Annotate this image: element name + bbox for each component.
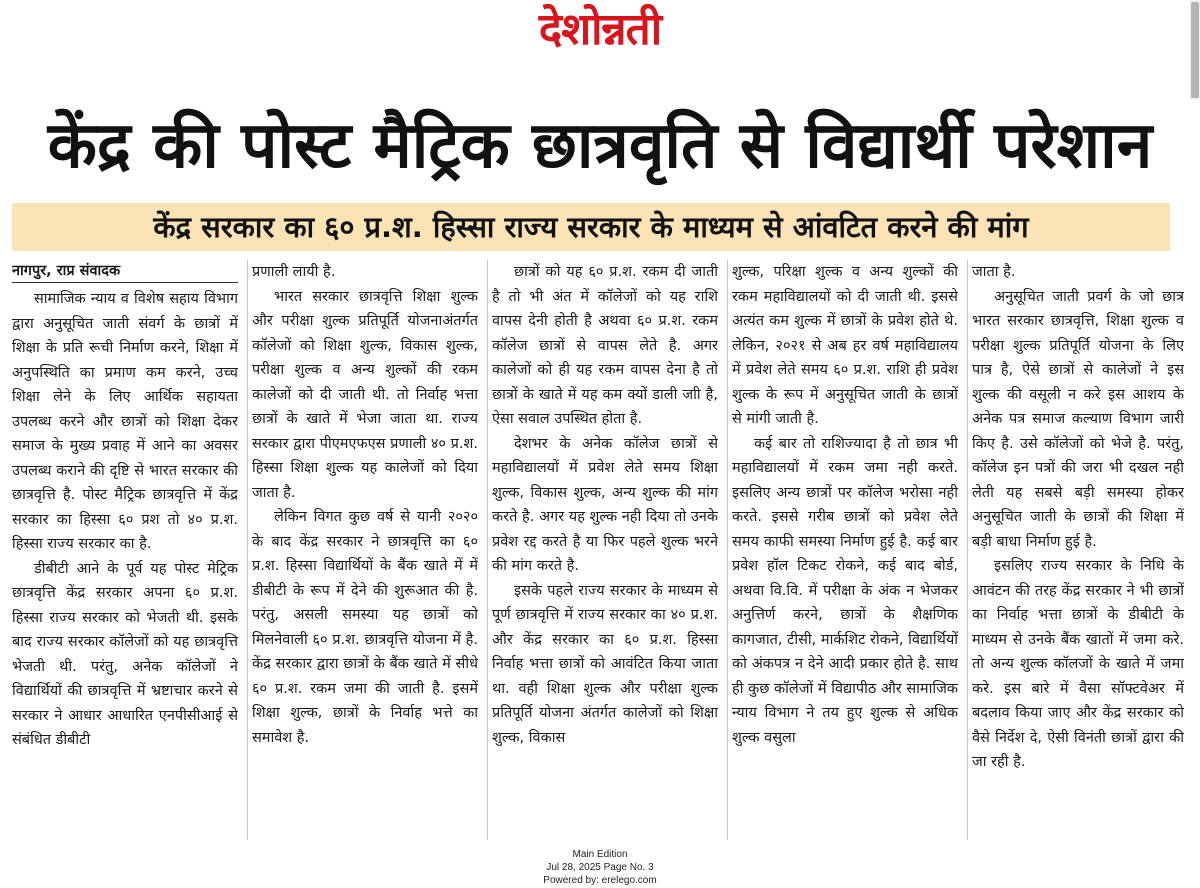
edition-label: Main Edition — [572, 849, 628, 860]
paragraph: इसलिए राज्य सरकार के निधि के आवंटन की तरह केंद्र सरकार ने भी छात्रों का निर्वाह भत्ता छात्रों के डीबीटी के माध्यम से उनके बैंक खातों में जमा करे. तो अन्य शुल्क कॉलजों के खाते में जमा करे. इस बारे में वैसा सॉफ्टवेअर में बदलाव किया जाए और केंद्र सरकार को वैसे निर्देश दे, ऐसी विनंती छात्रों द्वारा की जा रही है. — [972, 558, 1184, 770]
paragraph: प्रणाली लायी है. — [252, 264, 336, 280]
paragraph: इसके पहले राज्य सरकार के माध्यम से पूर्ण छात्रवृत्ति में राज्य सरकार का ४० प्र.श. और केंद्र सरकार का ६० प्र.श. हिस्सा निर्वाह भत्ता छात्रों को आवंटित किया जाता था. वही शिक्षा शुल्क और परीक्षा शुल्क प्रतिपूर्ति योजना अंतर्गत कालेजों को शिक्षा शुल्क, विकास — [492, 582, 718, 746]
article-column-5 — [972, 260, 1184, 845]
masthead — [0, 0, 1200, 62]
paragraph: देशभर के अनेक कॉलेज छात्रों से महाविद्यालयों में प्रवेश लेते समय शिक्षा शुल्क, विकास शुल्क, अन्य शुल्क की मांग करते है. अगर यह शुल्क नही दिया तो उनके प्रवेश रद्द करते है या फिर पहले शुल्क भरने की मांग करते है. — [492, 435, 718, 574]
paragraph: जाता है. — [972, 264, 1016, 280]
scrollbar-thumb[interactable] — [1191, 2, 1199, 98]
article-column-3 — [492, 260, 718, 845]
paragraph: छात्रों को यह ६० प्र.श. रकम दी जाती है तो भी अंत में कॉलेजों को यह राशि वापस देनी होती है अथवा ६० प्र.श. रकम कॉलेज छात्रों से वापस लेते है. अगर कालेजों को ही यह रकम वापस देना है तो छात्रों के खाते में यह कम क्यों डाली जाी है, ऐसा सवाल उपस्थित होता है. — [492, 264, 718, 427]
article-column-1 — [12, 260, 238, 845]
paragraph: शुल्क, परिक्षा शुल्क व अन्य शुल्कों की रकम महाविद्यालयों को दी जाती थी. इससे अत्यंत कम शुल्क में छात्रों के प्रवेश होते थे. लेकिन, २०२१ से अब हर वर्ष महाविद्यालय में प्रवेश लेते समय ६० प्र.श. राशि ही प्रवेश शुल्क के रूप में अनुसूचित जाती के छात्रों से मांगी जाती है. — [732, 264, 958, 427]
column-divider — [727, 260, 728, 840]
newspaper-logo: देशोन्नती — [538, 4, 662, 55]
paragraph: भारत सरकार छात्रवृत्ति शिक्षा शुल्क और परीक्षा शुल्क प्रतिपूर्ति योजनाअंतर्गत कॉलेजों को शिक्षा शुल्क, विकास शुल्क, परीक्षा शुल्क व अन्य शुल्कों की रकम कालेजों को दी जाती थी. तो निर्वाह भत्ता छात्रों के खाते में भेजा जाता था. राज्य सरकार द्वारा पीएमएफएस प्रणाली ४० प्र.श. हिस्सा शिक्षा शुल्क यह कालेजों को दिया जाता है. — [252, 288, 478, 501]
article-column-4 — [732, 260, 958, 845]
paragraph: अनुसूचित जाती प्रवर्ग के जो छात्र भारत सरकार छात्रवृत्ति, शिक्षा शुल्क व परीक्षा शुल्क प्रतिपूर्ति योजना के लिए पात्र है, ऐसे छात्रों से कालेजों ने इस शुल्क की वसूली न करे इस आशय के अनेक पत्र समाज कल्याण विभाग जारी किए है. उसे कॉलेजों को भेजे है. परंतु, कॉलेज इन पत्रों की जरा भी दखल नही लेती यह सबसे बड़ी समस्या होकर अनुसूचित जाती के छात्रों की शिक्षा में बड़ी बाधा निर्माण हुई है. — [972, 288, 1184, 550]
article-body — [12, 260, 1184, 845]
column-divider — [487, 260, 488, 840]
article-column-2 — [252, 260, 478, 845]
paragraph: सामाजिक न्याय व विशेष सहाय विभाग द्वारा अनुसूचित जाती संवर्ग के छात्रों में शिक्षा के प्रति रूची निर्माण करने, शिक्षा में अनुपस्थिति का प्रमाण कम करने, उच्च शिक्षा लेने के लिए आर्थिक सहायता उपलब्ध करने और छात्रों को शिक्षा देकर समाज के मुख्य प्रवाह में आने का अवसर उपलब्ध कराने की दृष्टि से भारत सरकार की छात्रवृत्ति है. पोस्ट मैट्रिक छात्रवृत्ति में केंद्र सरकार का हिस्सा ६० प्रश तो ४० प्र.श. हिस्सा राज्य सरकार का है. — [12, 291, 238, 552]
scrollbar[interactable] — [1190, 0, 1200, 100]
column-divider — [967, 260, 968, 840]
date-page-label: Jul 28, 2025 Page No. 3 — [546, 862, 654, 873]
page-footer — [500, 848, 700, 888]
byline: नागपुर, राप्र संवादक — [12, 260, 238, 283]
headline: केंद्र की पोस्ट मैट्रिक छात्रवृति से विद्यार्थी परेशान — [47, 109, 1153, 183]
paragraph: डीबीटी आने के पूर्व यह पोस्ट मेट्रिक छात्रवृत्ति केंद्र सरकार अपना ६० प्र.श. हिस्सा राज्य सरकार को भेजती थी. इसके बाद राज्य सरकार कॉलेजों को यह छात्रवृत्ति भेजती थी. परंतु, अनेक कॉलेजों ने विद्यार्थियों की छात्रवृत्ति में भ्रष्टाचार करने से सरकार ने आधार आधारित एनपीसीआई से संबंधित डीबीटी — [12, 560, 238, 748]
paragraph: लेकिन विगत कुछ वर्ष से यानी २०२० के बाद केंद्र सरकार ने छात्रवृत्ति का ६० प्र.श. हिस्सा विद्यार्थियों के बैंक खाते में में डीबीटी के रूप में देने की शुरूआत की है. परंतु, असली समस्या यह छात्रों को मिलनेवाली ६० प्र.श. छात्रवृत्ति योजना में है. केंद्र सरकार द्वारा छात्रों के बैंक खाते में सीधे ६० प्र.श. रकम जमा की जाती है. इसमें शिक्षा शुल्क, छात्रों के निर्वाह भत्ते का समावेश है. — [252, 509, 478, 746]
column-divider — [247, 260, 248, 840]
powered-by-label: Powered by: erelego.com — [543, 875, 657, 886]
subheadline: केंद्र सरकार का ६० प्र.श. हिस्सा राज्य सरकार के माध्यम से आंवटित करने की मांग — [12, 203, 1170, 251]
paragraph: कई बार तो राशिज्यादा है तो छात्र भी महाविद्यालयों में रकम जमा नही करते. इसलिए अन्य छात्रों पर कॉलेज भरोसा नही करते. इससे गरीब छात्रों को प्रवेश लेते समय काफी समस्या निर्माण हुई है. कई बार प्रवेश हॉल टिकट रोकने, कई बाद बोर्ड, अथवा वि.वि. में परीक्षा के अंक न भेजकर अनुत्तिर्ण करने, छात्रों के शैक्षणिक कागजात, टीसी, मार्कशिट रोकने, विद्यार्थियों को अंकपत्र न देने आदी प्रकार होते है. साथ ही कुछ कॉलेजों में विद्यापीठ और सामाजिक न्याय विभाग ने तय हुए शुल्क से अधिक शुल्क वसुला — [732, 435, 958, 746]
